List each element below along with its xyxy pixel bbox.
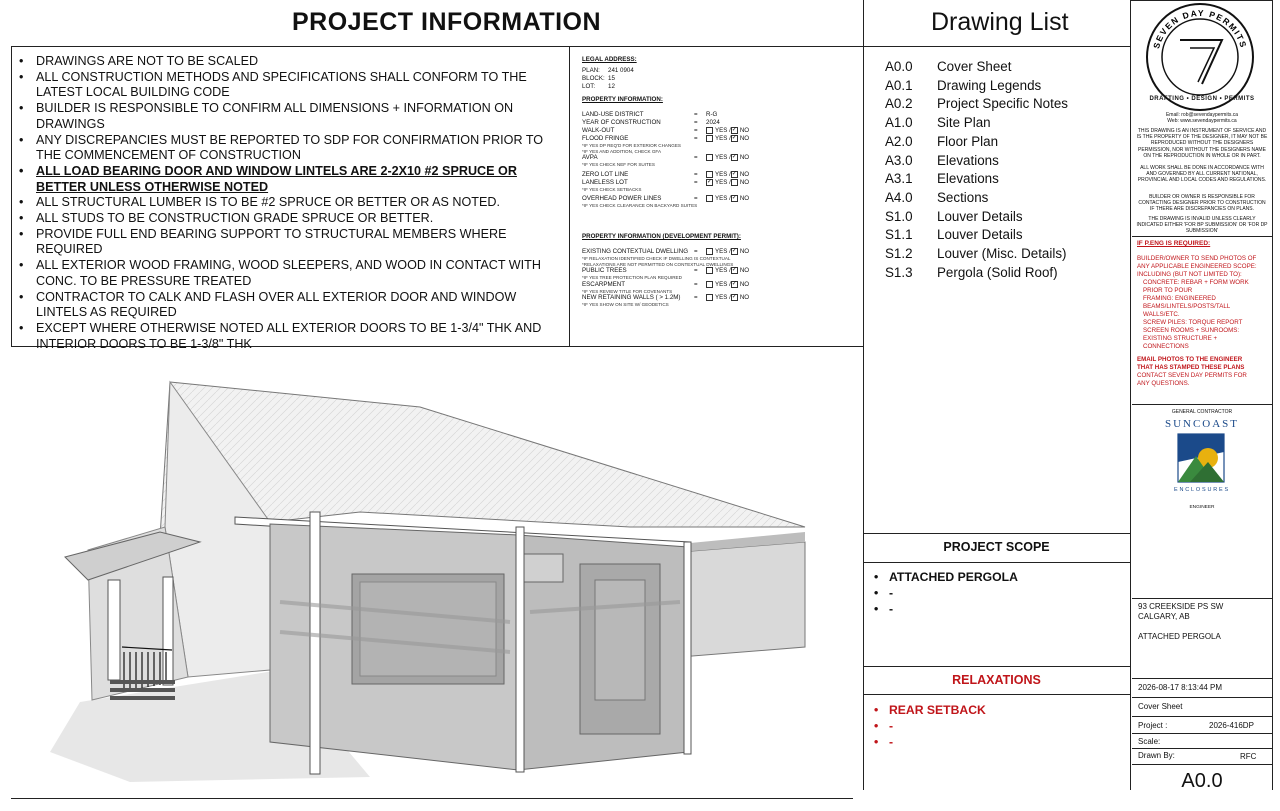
border-line xyxy=(1272,0,1273,790)
yes-label: YES xyxy=(715,267,728,275)
peng-heading: IF P.ENG IS REQUIRED: xyxy=(1137,240,1211,247)
sheet-name: Elevations xyxy=(937,171,999,187)
disclaimer: THIS DRAWING IS AN INSTRUMENT OF SERVICE AND IS THE PROPERTY OF THE DESIGNER, IT MAY NOT BE REPRODUCED WITHOUT THE DESIGNERS PERMISSION, NOR WITHOUT THE DESIGNERS NAME ON THE REPRODUCTION IN WHOLE OR IN PART. xyxy=(1136,128,1268,159)
sheet-code: A2.0 xyxy=(885,133,913,149)
drawing-list-title: Drawing List xyxy=(931,8,1069,36)
note-item: • ANY DISCREPANCIES MUST BE REPORTED TO SDP FOR CONFIRMATION PRIOR TO THE COMMENCEMENT OF CONSTRUCTION xyxy=(18,133,566,164)
no-label: NO xyxy=(739,127,750,134)
gc-label: GENERAL CONTRACTOR xyxy=(1171,409,1233,415)
border-line xyxy=(11,46,12,346)
equals: = xyxy=(694,247,698,255)
checkbox-no-checked: ✓ xyxy=(731,195,737,202)
note-item: • DRAWINGS ARE NOT TO BE SCALED xyxy=(18,54,566,70)
checkbox-no-checked: ✓ xyxy=(731,267,737,274)
peng-intro: BUILDER/OWNER TO SEND PHOTOS OF ANY APPLICABLE ENGINEERED SCOPE: INCLUDING (BUT NOT LIMITED TO): xyxy=(1137,255,1257,278)
block-value: 15 xyxy=(608,75,615,82)
relaxations-title: RELAXATIONS xyxy=(952,673,1041,687)
website: Web: www.sevendaypermits.ca xyxy=(1167,118,1237,124)
peng-email-note: EMAIL PHOTOS TO THE ENGINEER THAT HAS STAMPED THESE PLANS xyxy=(1137,356,1245,371)
border-line xyxy=(1132,764,1272,765)
border-line xyxy=(1132,748,1272,749)
sheet-number: A0.0 xyxy=(1181,770,1223,792)
checkbox-yes xyxy=(706,127,713,134)
no-label: NO xyxy=(739,267,750,275)
dev-permit-heading: PROPERTY INFORMATION (DEVELOPMENT PERMIT): xyxy=(582,232,741,240)
equals: = xyxy=(694,280,698,288)
overhead-note: *IF YES CHECK CLEARANCE ON BACKYARD SUITES xyxy=(582,203,698,209)
logo-top-text: SEVEN DAY PERMITS xyxy=(1151,7,1249,50)
sheet-name: Elevations xyxy=(937,152,999,168)
gc-subtitle: ENCLOSURES xyxy=(1174,487,1230,493)
sheet-code: S1.1 xyxy=(885,227,913,243)
sheet-code: A0.2 xyxy=(885,96,913,112)
relaxations-list xyxy=(873,702,986,750)
trees-note: *IF YES TREE PROTECTION PLAN REQUIRED xyxy=(582,275,682,281)
sheet-code: S1.0 xyxy=(885,208,913,224)
contextual-label: EXISTING CONTEXTUAL DWELLING xyxy=(582,247,689,255)
logo-bottom-text: DRAFTING • DESIGN • PERMITS xyxy=(1149,96,1255,102)
drawn-by-label: Drawn By: xyxy=(1138,751,1175,760)
drawing-list-row xyxy=(885,226,1068,245)
note-item: • ALL EXTERIOR WOOD FRAMING, WOOD SLEEPERS, AND WOOD IN CONTACT WITH CONC. TO BE PRESSURE TREATED xyxy=(18,258,566,289)
project-label: Project : xyxy=(1138,721,1168,730)
border-line xyxy=(1132,716,1272,717)
border-line xyxy=(1132,697,1272,698)
no-label: NO xyxy=(739,280,750,288)
drawing-list-row xyxy=(885,95,1068,114)
plan-value: 241 0904 xyxy=(608,67,634,74)
border-line xyxy=(1130,0,1131,790)
svg-text:SEVEN DAY PERMITS xyxy=(1151,8,1249,50)
sheet-code: A3.0 xyxy=(885,152,913,168)
relaxation-item: • - xyxy=(873,718,986,734)
checkbox-yes xyxy=(706,135,713,142)
no-label: NO xyxy=(739,178,750,186)
note-item: • BUILDER IS RESPONSIBLE TO CONFIRM ALL DIMENSIONS + INFORMATION ON DRAWINGS xyxy=(18,101,566,132)
property-heading: PROPERTY INFORMATION: xyxy=(582,96,663,103)
scope-item: • - xyxy=(873,601,1018,617)
lot-label: LOT: xyxy=(582,83,596,90)
drawing-list-row xyxy=(885,77,1068,96)
no-label: NO xyxy=(739,247,750,255)
avpa-label: AVPA xyxy=(582,154,598,162)
no-label: NO xyxy=(739,135,750,142)
note-item: • ALL LOAD BEARING DOOR AND WINDOW LINTELS ARE 2-2X10 #2 SPRUCE OR BETTER UNLESS OTHERWISE NOTED xyxy=(18,164,566,195)
relaxation-item: • REAR SETBACK xyxy=(873,702,986,718)
scope-item: • - xyxy=(873,585,1018,601)
sheet-code: S1.2 xyxy=(885,246,913,262)
no-label: NO xyxy=(739,294,750,302)
equals: = xyxy=(694,267,698,275)
border-line xyxy=(1132,236,1272,237)
drawing-list-row xyxy=(885,114,1068,133)
equals: = xyxy=(694,178,698,186)
year-value: 2024 xyxy=(706,119,720,126)
sheet-name: Louver Details xyxy=(937,227,1023,243)
flood-label: FLOOD FRINGE xyxy=(582,135,629,142)
escarpment-note: *IF YES REVIEW TITLE FOR COVENANTS xyxy=(582,288,673,294)
border-line xyxy=(1132,404,1272,405)
equals: = xyxy=(694,294,698,302)
sheet-code: S1.3 xyxy=(885,264,913,280)
project-description: ATTACHED PERGOLA xyxy=(1138,632,1221,641)
note-item: • CONTRACTOR TO CALK AND FLASH OVER ALL EXTERIOR DOOR AND WINDOW LINTELS AS REQUIRED xyxy=(18,290,566,321)
yes-label: YES xyxy=(715,170,728,178)
checkbox-no-checked: ✓ xyxy=(731,247,737,254)
border-line xyxy=(11,798,853,799)
engineer-label: ENGINEER xyxy=(1189,505,1215,510)
border-line xyxy=(569,46,570,346)
relaxation-item: • - xyxy=(873,734,986,750)
email: Email: rob@sevendaypermits.ca xyxy=(1165,112,1239,118)
checkbox-yes xyxy=(706,171,713,178)
drawing-list-row xyxy=(885,208,1068,227)
border-line xyxy=(863,46,1130,47)
escarpment-label: ESCARPMENT xyxy=(582,280,625,288)
checkbox-no-checked: ✓ xyxy=(731,170,737,177)
legal-info: LEGAL ADDRESS: PLAN: 241 0904 BLOCK: 15 LOT: 12 PROPERTY INFORMATION: LAND-USE DISTRICT = R-G YEAR OF CONSTRUCTION = 2024 WALK-OUT = YES / ✓ NO FLOOD FRINGE = YES / ✓ NO *IF YES DP REQ'D FOR EXTERIOR CHANGES *IF YES AND ADDITION, CHECK GFA AVPA = YES / ✓ NO *IF YES CHECK NEF FOR SUITES ZERO LOT LINE = YES / ✓ NO LANELESS LOT = ✓ YES / NO *IF YES CHECK SETBACKS OVERHEAD POWER LINES = YES / ✓ NO *IF YES CHECK CLEARANCE ON BACKYARD SUITES PROPERTY INFORMATION (DEVELOPMENT PERMIT): EXISTING CONTEXTUAL DWELLING = YES / ✓ NO *IF RELAXATION IDENTIFIED CHECK IF DWELLING IS CONTEXTUAL *RELAXATIONS ARE NOT PERMITTED ON CONTEXTUAL DWELLINGS PUBLIC TREES = YES / ✓ NO *IF YES TREE PROTECTION PLAN REQUIRED ESCARPMENT = YES / ✓ NO *IF YES REVIEW TITLE FOR COVENANTS NEW RETAINING WALLS ( > 1.2M) = YES / ✓ NO *IF YES SHOW ON SITE W/ GEODETICS xyxy=(582,56,862,308)
gc-name: SUNCOAST xyxy=(1164,418,1240,430)
disclaimer: THE DRAWING IS INVALID UNLESS CLEARLY INDICATED EITHER 'FOR BP SUBMISSION' OR 'FOR DP SUBMISSION' xyxy=(1136,216,1268,235)
sheet-code: A3.1 xyxy=(885,171,913,187)
laneless-note: *IF YES CHECK SETBACKS xyxy=(582,186,642,192)
checkbox-yes-checked: ✓ xyxy=(707,178,713,185)
peng-contact: CONTACT SEVEN DAY PERMITS FOR ANY QUESTIONS. xyxy=(1137,372,1247,387)
sheet-name: Louver (Misc. Details) xyxy=(937,246,1067,262)
retaining-label: NEW RETAINING WALLS ( > 1.2M) xyxy=(582,294,681,302)
drawing-list-row xyxy=(885,245,1068,264)
drawing-list-row xyxy=(885,264,1068,283)
sheet-name: Project Specific Notes xyxy=(937,96,1068,112)
border-line xyxy=(863,0,864,790)
block-label: BLOCK: xyxy=(582,75,605,82)
trees-label: PUBLIC TREES xyxy=(582,267,627,275)
sheet-name: Floor Plan xyxy=(937,133,999,149)
disclaimer: ALL WORK SHALL BE DONE IN ACCORDANCE WITH AND GOVERNED BY ALL CURRENT NATIONAL, PROVINCIAL AND LOCAL CODES AND REGULATIONS. xyxy=(1137,165,1267,184)
yes-label: YES xyxy=(715,294,728,302)
border-line xyxy=(1132,598,1272,599)
note-item: • PROVIDE FULL END BEARING SUPPORT TO STRUCTURAL MEMBERS WHERE REQUIRED xyxy=(18,227,566,258)
checkbox-yes xyxy=(706,267,713,274)
flood-note: *IF YES AND ADDITION, CHECK GFA xyxy=(582,148,662,154)
equals: = xyxy=(694,135,698,142)
checkbox-no-checked: ✓ xyxy=(731,154,737,161)
checkbox-no-checked: ✓ xyxy=(731,135,737,141)
yes-label: YES xyxy=(715,127,728,134)
sheet-code: A1.0 xyxy=(885,115,913,131)
checkbox-no-checked: ✓ xyxy=(731,294,737,301)
checkbox-yes xyxy=(706,248,713,255)
drawing-list-row xyxy=(885,170,1068,189)
suncoast-logo-icon xyxy=(1176,432,1226,484)
project-scope-list xyxy=(873,569,1018,617)
checkbox-no-checked: ✓ xyxy=(731,280,737,287)
border-line xyxy=(11,46,863,47)
peng-item: SCREW PILES: TORQUE REPORT xyxy=(1143,319,1243,326)
project-info-title: PROJECT INFORMATION xyxy=(292,8,602,36)
equals: = xyxy=(694,111,698,118)
sheet-code: A4.0 xyxy=(885,189,913,205)
equals: = xyxy=(694,127,698,134)
year-label: YEAR OF CONSTRUCTION xyxy=(582,119,661,126)
flood-note: *IF YES DP REQ'D FOR EXTERIOR CHANGES xyxy=(582,143,681,148)
border-line xyxy=(1132,678,1272,679)
address-line-1: 93 CREEKSIDE PS SW xyxy=(1138,602,1224,611)
checkbox-yes xyxy=(706,195,713,202)
project-number: 2026-416DP xyxy=(1209,721,1254,730)
yes-label: YES xyxy=(715,178,728,186)
yes-label: YES xyxy=(715,135,728,142)
border-line xyxy=(863,666,1130,667)
walkout-label: WALK-OUT xyxy=(582,127,615,134)
note-item: • ALL STRUCTURAL LUMBER IS TO BE #2 SPRUCE OR BETTER OR AS NOTED. xyxy=(18,195,566,211)
print-datetime: 2026-08-17 8:13:44 PM xyxy=(1138,683,1223,692)
yes-label: YES xyxy=(715,280,728,288)
no-label: NO xyxy=(739,170,750,178)
drawing-list-row xyxy=(885,133,1068,152)
border-line xyxy=(1130,0,1272,1)
no-label: NO xyxy=(739,154,750,162)
avpa-note: *IF YES CHECK NEF FOR SUITES xyxy=(582,162,655,168)
drawing-list-row xyxy=(885,152,1068,171)
legal-heading: LEGAL ADDRESS: xyxy=(582,56,637,63)
border-line xyxy=(863,533,1130,534)
scope-item: • ATTACHED PERGOLA xyxy=(873,569,1018,585)
checkbox-yes xyxy=(706,294,713,301)
peng-item: CONCRETE: REBAR + FORM WORK PRIOR TO POUR xyxy=(1143,279,1249,294)
yes-label: YES xyxy=(715,195,728,203)
land-use-label: LAND-USE DISTRICT xyxy=(582,111,644,118)
note-item: • ALL CONSTRUCTION METHODS AND SPECIFICATIONS SHALL CONFORM TO THE LATEST LOCAL BUILDING CODE xyxy=(18,70,566,101)
sheet-code: A0.0 xyxy=(885,59,913,74)
no-label: NO xyxy=(739,195,750,203)
sheet-name: Cover Sheet xyxy=(937,59,1012,74)
retaining-note: *IF YES SHOW ON SITE W/ GEODETICS xyxy=(582,302,669,308)
zero-lot-label: ZERO LOT LINE xyxy=(582,170,629,178)
sheet-name: Site Plan xyxy=(937,115,991,131)
border-line xyxy=(863,694,1130,695)
contextual-note: *RELAXATIONS ARE NOT PERMITTED ON CONTEXTUAL DWELLINGS xyxy=(582,261,734,267)
checkbox-yes xyxy=(706,154,713,161)
lot-value: 12 xyxy=(608,83,615,90)
equals: = xyxy=(694,195,698,203)
peng-item: FRAMING: ENGINEERED BEAMS/LINTELS/POSTS/TALL WALLS/ETC. xyxy=(1143,295,1230,318)
drawn-by-value: RFC xyxy=(1240,752,1257,761)
drawing-list xyxy=(885,58,1068,282)
contextual-note: *IF RELAXATION IDENTIFIED CHECK IF DWELLING IS CONTEXTUAL xyxy=(582,255,731,261)
pergola-rendering xyxy=(40,352,820,797)
plan-label: PLAN: xyxy=(582,67,600,74)
land-use-value: R-G xyxy=(706,111,718,118)
overhead-label: OVERHEAD POWER LINES xyxy=(582,195,662,203)
border-line xyxy=(1132,733,1272,734)
sheet-name: Louver Details xyxy=(937,208,1023,224)
peng-item: SCREEN ROOMS + SUNROOMS: EXISTING STRUCTURE + CONNECTIONS xyxy=(1143,327,1240,350)
drawing-list-row xyxy=(885,58,1068,77)
sheet-name: Sections xyxy=(937,189,989,205)
laneless-label: LANELESS LOT xyxy=(582,178,628,186)
yes-label: YES xyxy=(715,154,728,162)
disclaimer: BUILDER OR OWNER IS RESPONSIBLE FOR CONTACTING DESIGNER PRIOR TO CONSTRUCTION IF THERE ARE DISCREPANCIES ON PLANS. xyxy=(1138,194,1266,213)
border-line xyxy=(863,562,1130,563)
note-item: • EXCEPT WHERE OTHERWISE NOTED ALL EXTERIOR DOORS TO BE 1-3/4" THK AND INTERIOR DOORS TO BE 1-3/8" THK xyxy=(18,321,566,352)
address-line-2: CALGARY, AB xyxy=(1138,612,1190,621)
general-notes xyxy=(18,54,566,352)
sheet-name: Drawing Legends xyxy=(937,77,1042,93)
sheet-name: Pergola (Solid Roof) xyxy=(937,264,1058,280)
checkbox-no xyxy=(731,179,738,186)
drawing-list-row xyxy=(885,189,1068,208)
note-item: • ALL STUDS TO BE CONSTRUCTION GRADE SPRUCE OR BETTER. xyxy=(18,211,566,227)
sheet-code: A0.1 xyxy=(885,77,913,93)
equals: = xyxy=(694,170,698,178)
equals: = xyxy=(694,119,698,126)
scale-label: Scale: xyxy=(1138,737,1161,746)
sheet-title: Cover Sheet xyxy=(1138,702,1183,711)
project-scope-title: PROJECT SCOPE xyxy=(943,540,1050,554)
checkbox-yes xyxy=(706,281,713,288)
yes-label: YES xyxy=(715,247,728,255)
equals: = xyxy=(694,154,698,162)
peng-instructions xyxy=(1137,255,1259,388)
checkbox-no-checked: ✓ xyxy=(731,127,737,133)
